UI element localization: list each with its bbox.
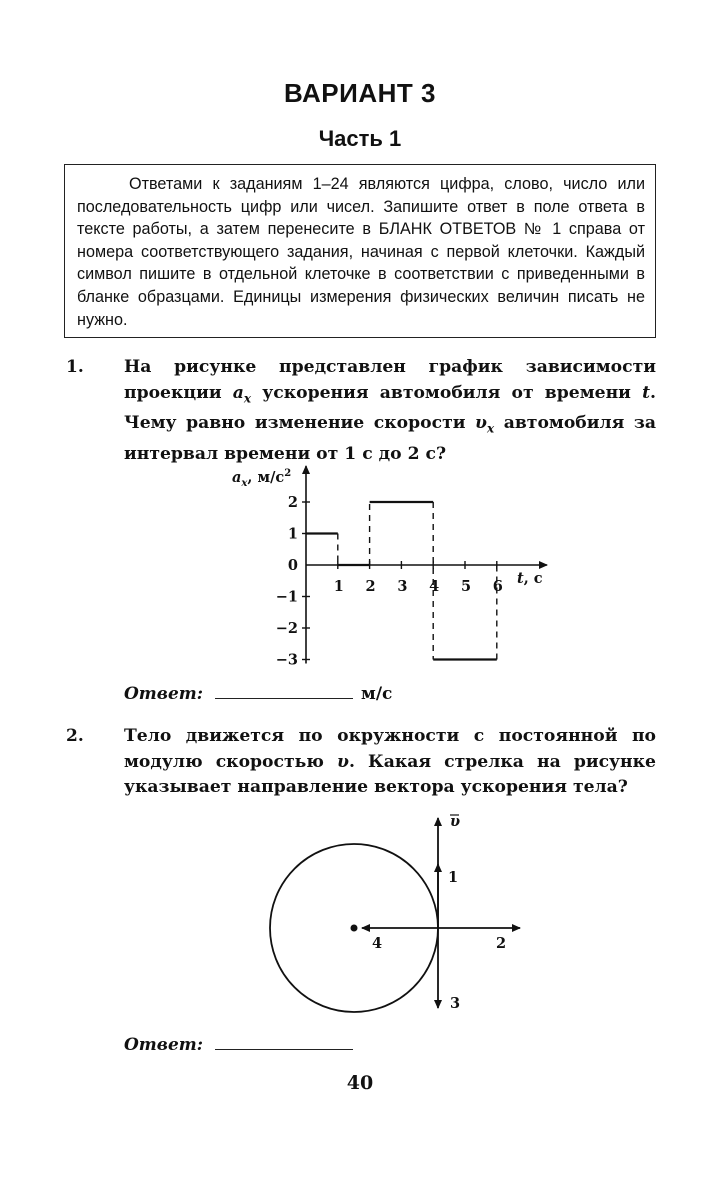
task-1-answer-label: Ответ: [124, 684, 204, 704]
task-2-number: 2. [66, 726, 84, 746]
task-2-var-v: υ [337, 751, 349, 772]
page-number: 40 [346, 1072, 374, 1094]
task-1-var-t: t [642, 382, 651, 403]
task-1-answer-field[interactable] [215, 680, 353, 699]
y-tick-label: 2 [287, 494, 298, 511]
task-2-answer-label: Ответ: [124, 1035, 204, 1055]
arrow-label-2: 2 [496, 935, 507, 952]
instructions-text: Ответами к заданиям 1–24 являются цифра, слово, число или последовательность цифр или чисел. Запишите ответ в поле ответа в тексте работы, а затем перенесите в БЛАНК ОТВЕТОВ № 1 справа от номера соответствующего задания, начиная с первой клеточки. Каждый символ пишите в отдельной клеточке в соответствии с приведенными в бланке образцами. Единицы измерения физических величин писать не нужно. [77, 175, 645, 329]
velocity-label: υ [450, 813, 461, 830]
y-axis-label: $a_x$, $м/с^2$ [232, 468, 292, 489]
task-1-sub-x2: x [486, 421, 495, 436]
y-tick-label: −1 [275, 588, 298, 606]
y-tick-label: 0 [287, 557, 298, 574]
arrow-label-1: 1 [448, 869, 459, 886]
task-1-answer [124, 680, 392, 704]
x-tick-label: 5 [460, 578, 472, 595]
x-tick-label: 1 [333, 578, 344, 595]
y-tick-label: −3 [275, 651, 298, 669]
task-1-text-part2: ускорения автомобиля от времени [251, 382, 643, 403]
arrow-label-4: 4 [372, 935, 383, 952]
task-1-var-a: a [232, 382, 244, 403]
task-1-answer-unit: м/с [361, 684, 393, 704]
task-2-text-part2: . Какая стрелка на рисунке указывает направление вектора ускорения тела? [124, 751, 656, 797]
x-tick-label: 4 [429, 578, 440, 595]
task-2-answer-field[interactable] [215, 1031, 353, 1050]
task-1-text-part4: автомобиля за интервал времени от 1 с до 2 с? [124, 413, 657, 465]
x-tick-label: 2 [365, 578, 376, 595]
variant-title: ВАРИАНТ 3 [284, 78, 436, 108]
task-2-answer [124, 1031, 353, 1055]
circle-figure [270, 813, 520, 1012]
part-title: Часть 1 [318, 126, 402, 151]
task-2-text-part1: Тело движется по окружности с постоянной по модулю скоростью [124, 726, 656, 772]
arrow-label-3: 3 [450, 995, 461, 1012]
x-axis-label: t, с [517, 570, 543, 587]
task-1-text [124, 355, 656, 468]
task-1-var-v: υ [475, 413, 487, 434]
y-tick-label: −2 [275, 620, 298, 637]
task-1-text-part1: На рисунке представлен график зависимости проекции [124, 357, 656, 403]
trajectory-circle [270, 844, 438, 1012]
circle-center-dot [351, 925, 358, 932]
x-tick-label: 3 [397, 578, 408, 595]
instructions-box [64, 164, 656, 338]
task-1-text-part3: . Чему равно изменение скорости [124, 382, 656, 434]
task-2-text [124, 724, 656, 801]
task-1-number: 1. [66, 357, 84, 377]
x-tick-label: 6 [492, 578, 503, 595]
y-tick-label: 1 [287, 525, 298, 543]
task-1-sub-x: x [243, 390, 252, 405]
